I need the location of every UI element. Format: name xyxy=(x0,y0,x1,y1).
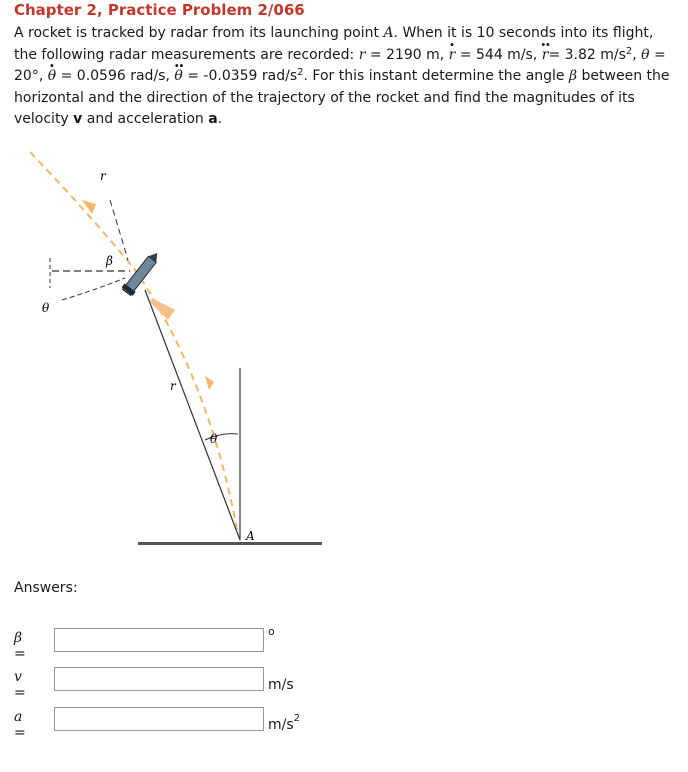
radar-line xyxy=(145,290,240,540)
trajectory-path xyxy=(30,152,238,535)
trajectory-arrow-top xyxy=(82,200,96,214)
label-theta-right: θ xyxy=(210,432,218,446)
answer-a-symbol: a = xyxy=(14,709,26,741)
beta-answer-input[interactable] xyxy=(54,628,264,652)
rocket-icon xyxy=(121,249,163,297)
answers-label: Answers: xyxy=(14,580,78,596)
velocity-unit: m/s xyxy=(268,677,294,693)
answer-beta-symbol: β = xyxy=(14,630,26,662)
acceleration-answer-input[interactable] xyxy=(54,707,264,731)
problem-title: Chapter 2, Practice Problem 2/066 xyxy=(14,1,305,19)
answer-v-symbol: v = xyxy=(14,669,26,701)
ground xyxy=(138,542,322,545)
label-beta: β xyxy=(106,254,113,268)
label-theta-left: θ xyxy=(42,301,50,315)
theta-arc-left xyxy=(62,278,125,300)
rocket-radar-figure xyxy=(0,140,340,560)
label-A: A xyxy=(246,529,255,543)
velocity-answer-input[interactable] xyxy=(54,667,264,691)
problem-statement: A rocket is tracked by radar from its launching point A. When it is 10 seconds into its flight, the following radar measurements are recorded: r = 2190 m, r · = 544 m/s, r ··= 3.82 $m/s^2$, θ = 20°, θ · = 0.0596 rad/s, θ ·· = -0.0359 rad/$s^2$. For this instant determine the angle β between the horizontal and the direction of the trajectory of the rocket and find the magnitudes of its velocity v and acceleration a. xyxy=(14,23,678,131)
label-r-mid: r xyxy=(170,379,176,393)
label-r-top: r xyxy=(100,169,106,183)
degree-unit: o xyxy=(268,625,275,638)
trajectory-arrow-bottom xyxy=(205,376,214,390)
acceleration-unit: $m/s^2$ xyxy=(268,713,301,733)
rocket-flame xyxy=(150,298,175,320)
